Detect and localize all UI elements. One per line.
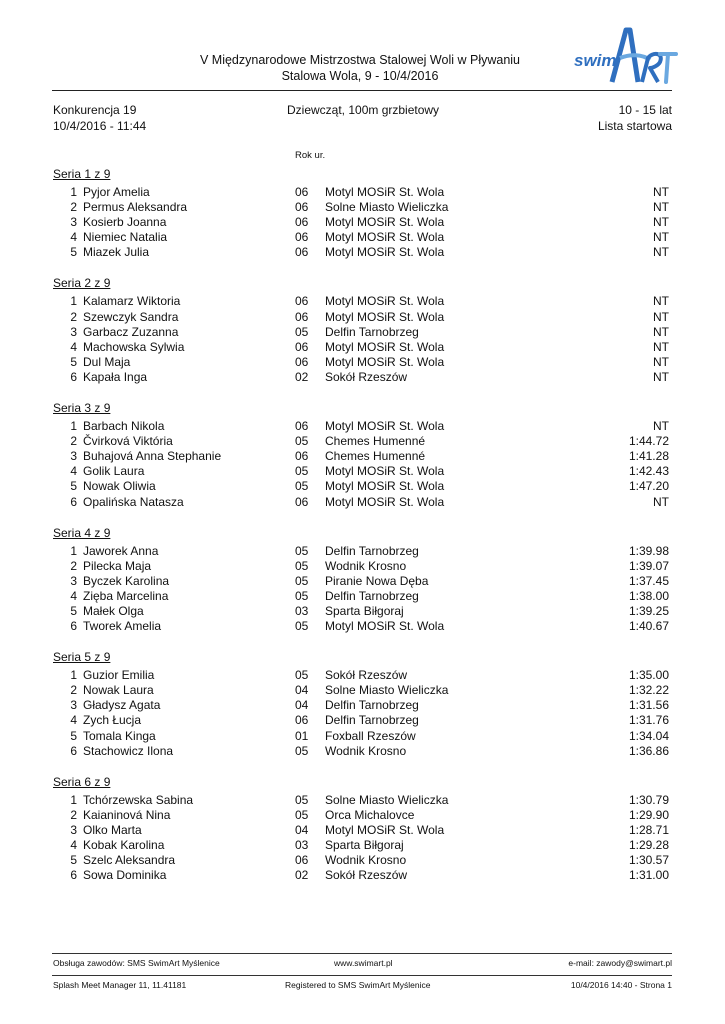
swimmer-lane: 6 [70, 868, 77, 883]
swimmer-lane: 3 [70, 324, 77, 339]
swimmer-yob: 06 [295, 215, 309, 230]
swimmer-entry-time: NT [653, 354, 669, 369]
swimmer-club: Motyl MOSiR St. Wola [325, 822, 445, 837]
swimmer-name: Garbacz Zuzanna [83, 324, 179, 339]
swimmer-name: Jaworek Anna [83, 543, 159, 558]
swimmer-row [0, 310, 725, 325]
swimmer-entry-time: 1:32.22 [628, 683, 669, 698]
footer-printed: 10/4/2016 14:40 - Strona 1 [570, 980, 672, 990]
swimmer-club: Delfin Tarnobrzeg [325, 588, 419, 603]
heat-section [0, 774, 725, 884]
swimmer-lane: 1 [70, 543, 77, 558]
swimmer-lane: 4 [70, 464, 77, 479]
heat-section [0, 649, 725, 759]
swimmer-row [0, 729, 725, 744]
swimmer-club: Wodnik Krosno [325, 558, 407, 573]
swimmer-club: Orca Michalovce [325, 807, 415, 822]
swimmer-entry-time: 1:42.43 [628, 464, 669, 479]
swimmer-row [0, 215, 725, 230]
swimmer-yob: 03 [295, 603, 309, 618]
swimmer-club: Motyl MOSiR St. Wola [325, 464, 445, 479]
swimmer-entry-time: 1:39.98 [628, 543, 669, 558]
swimmer-club: Delfin Tarnobrzeg [325, 698, 419, 713]
swimmer-row [0, 868, 725, 883]
swimmer-club: Piranie Nowa Dęba [325, 573, 429, 588]
swimmer-lane: 1 [70, 185, 77, 199]
swimmer-row [0, 604, 725, 619]
swimmer-lane: 5 [70, 728, 77, 743]
swimmer-club: Motyl MOSiR St. Wola [325, 339, 445, 354]
swimmer-row [0, 619, 725, 634]
swimmer-club: Sokół Rzeszów [325, 868, 408, 883]
swimmer-club: Motyl MOSiR St. Wola [325, 230, 445, 245]
swimmer-name: Nowak Oliwia [83, 479, 156, 494]
swimmer-row [0, 340, 725, 355]
swimmer-entry-time: NT [653, 369, 669, 384]
swimmer-lane: 5 [70, 853, 77, 868]
swimmer-entry-time: 1:38.00 [628, 588, 669, 603]
swimmer-lane: 5 [70, 479, 77, 494]
swimmer-club: Delfin Tarnobrzeg [325, 543, 419, 558]
swimmer-name: Sowa Dominika [83, 868, 167, 883]
swimmer-lane: 3 [70, 215, 77, 230]
swimmer-yob: 05 [295, 479, 309, 494]
swimmer-club: Delfin Tarnobrzeg [325, 713, 419, 728]
swimmer-yob: 06 [295, 200, 309, 215]
swimmer-entry-time: NT [653, 309, 669, 324]
footer-registered: Registered to SMS SwimArt Myślenice [285, 980, 431, 990]
swimmer-name: Opalińska Natasza [83, 494, 184, 509]
swimmer-row [0, 838, 725, 853]
swimmer-club: Solne Miasto Wieliczka [325, 200, 449, 215]
heat-title: Seria 4 z 9 [53, 525, 111, 540]
footer-email-link[interactable]: e-mail: zawody@swimart.pl [568, 958, 672, 968]
swimmer-name: Barbach Nikola [83, 419, 165, 434]
swimmer-lane: 6 [70, 369, 77, 384]
swimmer-yob: 05 [295, 668, 309, 683]
swimmer-name: Zięba Marcelina [83, 588, 169, 603]
logo-text-swim: swim [574, 51, 617, 70]
swimmer-lane: 3 [70, 449, 77, 464]
swimmer-name: Pyjor Amelia [83, 185, 150, 199]
swimmer-entry-time: 1:41.28 [628, 449, 669, 464]
swimmer-entry-time: 1:47.20 [628, 479, 669, 494]
swimmer-entry-time: 1:31.56 [628, 698, 669, 713]
heat-section [0, 166, 725, 260]
heat-section [0, 525, 725, 635]
swimmer-row [0, 245, 725, 260]
swimmer-lane: 1 [70, 668, 77, 683]
heat-title: Seria 1 z 9 [53, 167, 111, 181]
swimmer-entry-time: NT [653, 230, 669, 245]
swimmer-club: Motyl MOSiR St. Wola [325, 294, 445, 309]
swimmer-lane: 5 [70, 354, 77, 369]
swimmer-entry-time: NT [653, 294, 669, 309]
swimmer-row [0, 823, 725, 838]
swimmer-club: Solne Miasto Wieliczka [325, 792, 449, 807]
swimmer-entry-time: NT [653, 339, 669, 354]
footer-service: Obsługa zawodów: SMS SwimArt Myślenice [53, 958, 220, 968]
swimmer-entry-time: 1:29.28 [628, 838, 669, 852]
swimmer-entry-time: 1:29.90 [628, 807, 669, 822]
swimmer-entry-time: 1:40.67 [628, 619, 669, 634]
swimmer-yob: 05 [295, 573, 309, 588]
swimmer-row [0, 589, 725, 604]
swimmer-name: Nowak Laura [83, 683, 154, 698]
swimmer-yob: 04 [295, 822, 309, 837]
heat-title: Seria 3 z 9 [53, 401, 111, 416]
swimmer-row [0, 464, 725, 479]
swimmer-lane: 6 [70, 494, 77, 509]
swimmer-club: Motyl MOSiR St. Wola [325, 215, 445, 230]
swimmer-lane: 2 [70, 200, 77, 215]
swimmer-lane: 3 [70, 698, 77, 713]
swimmer-entry-time: 1:35.00 [628, 668, 669, 683]
swimmer-name: Tomala Kinga [83, 728, 156, 743]
event-age-block [598, 102, 672, 134]
swimmer-row [0, 698, 725, 713]
swimmer-yob: 06 [295, 494, 309, 509]
swimmer-yob: 05 [295, 792, 309, 807]
swimmer-club: Delfin Tarnobrzeg [325, 324, 419, 339]
heats-container [0, 166, 725, 898]
swimmer-yob: 06 [295, 339, 309, 354]
swimmer-club: Wodnik Krosno [325, 853, 407, 868]
meet-title: V Międzynarodowe Mistrzostwa Stalowej Woli w Pływaniu [199, 53, 521, 67]
year-of-birth-header: Rok ur. [295, 150, 326, 161]
swimmer-yob: 04 [295, 683, 309, 698]
swimmer-row [0, 793, 725, 808]
swimmer-entry-time: 1:31.00 [628, 868, 669, 883]
swimmer-entry-time: NT [653, 494, 669, 509]
swimmer-lane: 4 [70, 588, 77, 603]
swimmer-yob: 05 [295, 743, 309, 758]
swimart-logo [568, 24, 680, 88]
meet-location-dates: Stalowa Wola, 9 - 10/4/2016 [281, 69, 439, 83]
swimmer-lane: 2 [70, 309, 77, 324]
swimmer-yob: 06 [295, 294, 309, 309]
swimmer-lane: 5 [70, 245, 77, 260]
swimmer-name: Kobak Karolina [83, 838, 165, 852]
event-datetime: 10/4/2016 - 11:44 [53, 119, 147, 133]
swimmer-name: Tworek Amelia [83, 619, 162, 634]
swimmer-row [0, 544, 725, 559]
swimmer-entry-time: NT [653, 185, 669, 199]
swimmer-entry-time: 1:37.45 [628, 573, 669, 588]
swimmer-yob: 02 [295, 369, 309, 384]
swimmer-club: Chemes Humenné [325, 449, 426, 464]
swimmer-lane: 1 [70, 419, 77, 434]
footer-software: Splash Meet Manager 11, 11.41181 [53, 980, 187, 990]
swimmer-lane: 6 [70, 619, 77, 634]
swimmer-lane: 2 [70, 683, 77, 698]
swimmer-yob: 05 [295, 543, 309, 558]
swimmer-row [0, 574, 725, 589]
swimmer-row [0, 713, 725, 728]
swimmer-yob: 02 [295, 868, 309, 883]
swimmer-club: Sparta Biłgoraj [325, 838, 404, 852]
swimmer-club: Wodnik Krosno [325, 743, 407, 758]
swimmer-row [0, 370, 725, 385]
header-divider [52, 90, 672, 91]
swimmer-lane: 4 [70, 230, 77, 245]
swimmer-name: Tchórzewska Sabina [83, 792, 194, 807]
swimmer-entry-time: 1:30.57 [628, 853, 669, 868]
heat-section [0, 275, 725, 385]
swimmer-name: Gładysz Agata [83, 698, 161, 713]
swimmer-name: Szewczyk Sandra [83, 309, 179, 324]
swimmer-yob: 06 [295, 185, 309, 199]
meet-title-block [160, 52, 560, 84]
swimmer-yob: 06 [295, 309, 309, 324]
swimmer-entry-time: NT [653, 324, 669, 339]
swimmer-name: Kosierb Joanna [83, 215, 167, 230]
swimmer-club: Sparta Biłgoraj [325, 603, 404, 618]
swimmer-row [0, 495, 725, 510]
swimmer-name: Szelc Aleksandra [83, 853, 176, 868]
footer-website-link[interactable]: www.swimart.pl [334, 958, 393, 968]
swimmer-entry-time: NT [653, 419, 669, 434]
swimmer-entry-time: 1:31.76 [628, 713, 669, 728]
logo-text-art: ART [628, 74, 630, 75]
swimmer-row [0, 200, 725, 215]
swimmer-name: Guzior Emilia [83, 668, 155, 683]
event-number-block [53, 102, 146, 134]
swimmer-name: Kaianinová Nina [83, 807, 171, 822]
swimmer-yob: 06 [295, 853, 309, 868]
swimmer-row [0, 479, 725, 494]
swimmer-name: Byczek Karolina [83, 573, 170, 588]
swimmer-club: Motyl MOSiR St. Wola [325, 479, 445, 494]
swimmer-lane: 1 [70, 294, 77, 309]
swimmer-name: Małek Olga [83, 603, 144, 618]
swimmer-entry-time: NT [653, 215, 669, 230]
swimmer-row [0, 230, 725, 245]
swimmer-club: Sokół Rzeszów [325, 369, 408, 384]
swimmer-yob: 04 [295, 698, 309, 713]
swimmer-club: Motyl MOSiR St. Wola [325, 185, 445, 199]
swimmer-yob: 05 [295, 619, 309, 634]
swimmer-yob: 06 [295, 354, 309, 369]
swimmer-lane: 1 [70, 792, 77, 807]
swimmer-row [0, 185, 725, 200]
event-name: Dziewcząt, 100m grzbietowy [287, 103, 440, 117]
swimmer-club: Motyl MOSiR St. Wola [325, 494, 445, 509]
swimmer-lane: 4 [70, 838, 77, 852]
swimmer-club: Motyl MOSiR St. Wola [325, 419, 445, 434]
swimmer-row [0, 744, 725, 759]
swimmer-club: Motyl MOSiR St. Wola [325, 245, 445, 260]
swimmer-entry-time: 1:44.72 [628, 434, 669, 449]
swimmer-row [0, 683, 725, 698]
swimmer-lane: 2 [70, 558, 77, 573]
swimmer-lane: 3 [70, 822, 77, 837]
swimmer-yob: 06 [295, 713, 309, 728]
swimmer-entry-time: 1:39.25 [628, 603, 669, 618]
swimmer-yob: 06 [295, 419, 309, 434]
swimmer-row [0, 434, 725, 449]
swimmer-name: Zych Łucja [83, 713, 142, 728]
swimmer-club: Sokół Rzeszów [325, 668, 408, 683]
swimmer-row [0, 355, 725, 370]
swimmer-yob: 01 [295, 728, 309, 743]
swimmer-lane: 4 [70, 339, 77, 354]
swimmer-entry-time: 1:30.79 [628, 792, 669, 807]
swimmer-lane: 4 [70, 713, 77, 728]
swimmer-row [0, 325, 725, 340]
swimmer-name: Olko Marta [83, 822, 142, 837]
heat-title: Seria 6 z 9 [53, 774, 111, 789]
swimmer-name: Niemiec Natalia [83, 230, 168, 245]
swimmer-yob: 05 [295, 434, 309, 449]
swimmer-row [0, 808, 725, 823]
swimmer-lane: 2 [70, 434, 77, 449]
swimmer-name: Pilecka Maja [83, 558, 152, 573]
heat-section [0, 400, 725, 510]
swimmer-entry-time: NT [653, 200, 669, 215]
swimmer-lane: 2 [70, 807, 77, 822]
swimmer-name: Buhajová Anna Stephanie [83, 449, 222, 464]
event-list-type: Lista startowa [597, 119, 672, 133]
swimmer-club: Motyl MOSiR St. Wola [325, 309, 445, 324]
swimmer-yob: 06 [295, 230, 309, 245]
heat-title: Seria 2 z 9 [53, 276, 111, 291]
swimmer-club: Foxball Rzeszów [325, 728, 416, 743]
swimmer-yob: 06 [295, 245, 309, 260]
swimmer-row [0, 668, 725, 683]
swimmer-yob: 05 [295, 588, 309, 603]
swimmer-lane: 5 [70, 603, 77, 618]
event-number: Konkurencja 19 [53, 103, 137, 117]
swimmer-yob: 05 [295, 324, 309, 339]
swimmer-name: Čvirková Viktória [83, 434, 173, 449]
swimmer-yob: 05 [295, 464, 309, 479]
heat-title: Seria 5 z 9 [53, 650, 111, 665]
swimmer-name: Dul Maja [83, 354, 131, 369]
swimmer-row [0, 853, 725, 868]
swimmer-entry-time: 1:36.86 [628, 743, 669, 758]
swimmer-entry-time: 1:34.04 [628, 728, 669, 743]
swimmer-row [0, 419, 725, 434]
swimmer-name: Kalamarz Wiktoria [83, 294, 181, 309]
swimmer-club: Motyl MOSiR St. Wola [325, 354, 445, 369]
swimmer-name: Machowska Sylwia [83, 339, 185, 354]
swimmer-name: Permus Aleksandra [83, 200, 188, 215]
swimmer-yob: 06 [295, 449, 309, 464]
swimmer-entry-time: 1:39.07 [628, 558, 669, 573]
swimmer-yob: 03 [295, 838, 309, 852]
swimmer-club: Solne Miasto Wieliczka [325, 683, 449, 698]
event-age-group: 10 - 15 lat [618, 103, 672, 117]
swimmer-yob: 05 [295, 558, 309, 573]
footer-divider-bottom [52, 975, 672, 976]
swimmer-lane: 6 [70, 743, 77, 758]
swimmer-name: Miazek Julia [83, 245, 150, 260]
footer-divider-top [52, 953, 672, 954]
swimmer-club: Chemes Humenné [325, 434, 426, 449]
swimmer-row [0, 449, 725, 464]
swimmer-entry-time: 1:28.71 [628, 822, 669, 837]
swimmer-lane: 3 [70, 573, 77, 588]
swimmer-name: Stachowicz Ilona [83, 743, 174, 758]
swimmer-name: Golik Laura [83, 464, 145, 479]
swimmer-yob: 05 [295, 807, 309, 822]
swimmer-club: Motyl MOSiR St. Wola [325, 619, 445, 634]
swimmer-entry-time: NT [653, 245, 669, 260]
swimmer-row [0, 294, 725, 309]
swimmer-row [0, 559, 725, 574]
swimmer-name: Kapała Inga [83, 369, 148, 384]
